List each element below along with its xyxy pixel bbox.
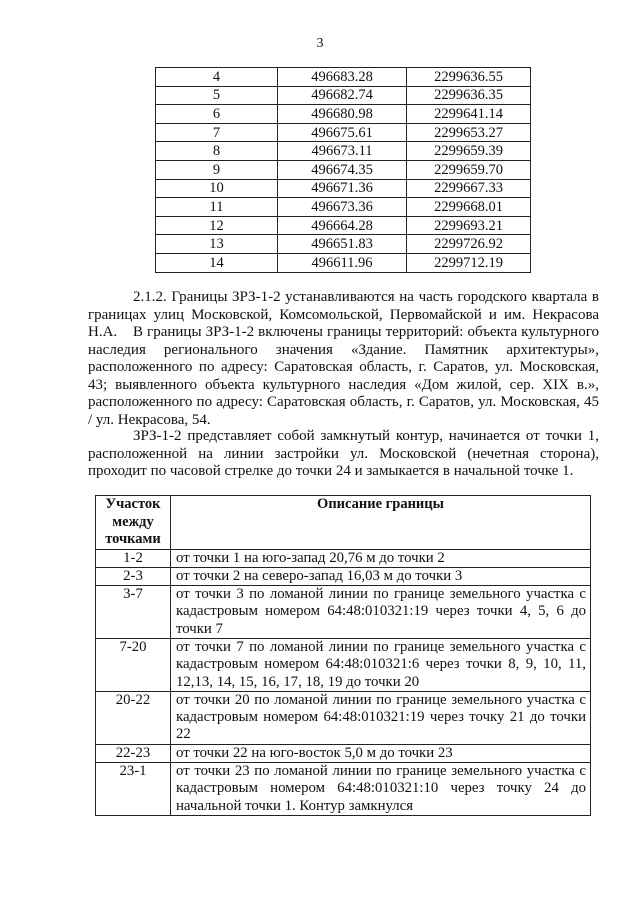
table-row bbox=[156, 123, 531, 142]
y-coordinate: 2299726.92 bbox=[407, 235, 531, 254]
segment-description: от точки 20 по ломаной линии по границе земельного участка с кадастровым номером 64:48:010321:19 через точку 21 до точки 22 bbox=[171, 691, 591, 744]
y-coordinate: 2299636.35 bbox=[407, 86, 531, 105]
point-number: 8 bbox=[156, 142, 278, 161]
x-coordinate: 496680.98 bbox=[278, 105, 407, 124]
point-number: 10 bbox=[156, 179, 278, 198]
x-coordinate: 496673.36 bbox=[278, 198, 407, 217]
segment-points: 2-3 bbox=[96, 567, 171, 585]
table-row bbox=[96, 567, 591, 585]
segment-description: от точки 22 на юго-восток 5,0 м до точки 23 bbox=[171, 744, 591, 762]
x-coordinate: 496682.74 bbox=[278, 86, 407, 105]
y-coordinate: 2299712.19 bbox=[407, 253, 531, 272]
y-coordinate: 2299641.14 bbox=[407, 105, 531, 124]
x-coordinate: 496675.61 bbox=[278, 123, 407, 142]
paragraph-text: 2.1.2. Границы ЗРЗ-1-2 устанавливаются на часть городского квартала в границах улиц Московской, Комсомольской, Первомайской и им. Некрасова Н.А. bbox=[88, 289, 599, 340]
table-row bbox=[96, 638, 591, 691]
x-coordinate: 496611.96 bbox=[278, 253, 407, 272]
table-row bbox=[156, 105, 531, 124]
x-coordinate: 496651.83 bbox=[278, 235, 407, 254]
page-number: 3 bbox=[316, 36, 324, 51]
segment-description: от точки 23 по ломаной линии по границе земельного участка с кадастровым номером 64:48:010321:10 через точку 24 до начальной точки 1. Контур замкнулся bbox=[171, 763, 591, 816]
table-row bbox=[96, 691, 591, 744]
header-description: Описание границы bbox=[171, 496, 591, 550]
point-number: 4 bbox=[156, 68, 278, 87]
segment-points: 1-2 bbox=[96, 549, 171, 567]
table-row bbox=[156, 68, 531, 87]
segment-points: 22-23 bbox=[96, 744, 171, 762]
paragraph-text: ЗРЗ-1-2 представляет собой замкнутый контур, начинается от точки 1, расположенной на линии застройки ул. Московской (нечетная сторона), проходит по часовой стрелке до точки 24 и замыкается в начальной точке 1. bbox=[88, 428, 599, 479]
point-number: 6 bbox=[156, 105, 278, 124]
point-number: 5 bbox=[156, 86, 278, 105]
segment-points: 7-20 bbox=[96, 638, 171, 691]
table-row bbox=[156, 216, 531, 235]
table-row bbox=[96, 744, 591, 762]
y-coordinate: 2299668.01 bbox=[407, 198, 531, 217]
y-coordinate: 2299653.27 bbox=[407, 123, 531, 142]
table-row bbox=[156, 142, 531, 161]
x-coordinate: 496671.36 bbox=[278, 179, 407, 198]
point-number: 9 bbox=[156, 160, 278, 179]
paragraph-contour bbox=[88, 428, 599, 481]
point-number: 12 bbox=[156, 216, 278, 235]
segment-points: 3-7 bbox=[96, 586, 171, 639]
paragraph-included-territories bbox=[88, 324, 599, 429]
point-number: 14 bbox=[156, 253, 278, 272]
x-coordinate: 496674.35 bbox=[278, 160, 407, 179]
table-row bbox=[156, 86, 531, 105]
segment-description: от точки 1 на юго-запад 20,76 м до точки 2 bbox=[171, 549, 591, 567]
point-number: 11 bbox=[156, 198, 278, 217]
coordinates-table bbox=[155, 67, 531, 273]
y-coordinate: 2299659.39 bbox=[407, 142, 531, 161]
segment-points: 23-1 bbox=[96, 763, 171, 816]
boundary-segments-table bbox=[95, 495, 591, 816]
x-coordinate: 496673.11 bbox=[278, 142, 407, 161]
table-row bbox=[156, 179, 531, 198]
point-number: 7 bbox=[156, 123, 278, 142]
point-number: 13 bbox=[156, 235, 278, 254]
table-row bbox=[156, 198, 531, 217]
header-segment: Участок между точками bbox=[96, 496, 171, 550]
segment-description: от точки 2 на северо-запад 16,03 м до точки 3 bbox=[171, 567, 591, 585]
x-coordinate: 496664.28 bbox=[278, 216, 407, 235]
segment-points: 20-22 bbox=[96, 691, 171, 744]
y-coordinate: 2299693.21 bbox=[407, 216, 531, 235]
y-coordinate: 2299659.70 bbox=[407, 160, 531, 179]
table-row bbox=[156, 253, 531, 272]
table-row bbox=[156, 160, 531, 179]
table-row bbox=[96, 586, 591, 639]
segment-description: от точки 3 по ломаной линии по границе земельного участка с кадастровым номером 64:48:010321:19 через точки 4, 5, 6 до точки 7 bbox=[171, 586, 591, 639]
paragraph-text: В границы ЗРЗ-1-2 включены границы территорий: объекта культурного наследия регионального значения «Здание. Памятник архитектуры», расположенного по адресу: Саратовская область, г. Саратов, ул. Московская, 43; выявленного объекта культурного наследия «Дом жилой, сер. XIX в.», расположенного по адресу: Саратовская область, г. Саратов, ул. Московская, 45 / ул. Некрасова, 54. bbox=[88, 324, 599, 428]
y-coordinate: 2299636.55 bbox=[407, 68, 531, 87]
x-coordinate: 496683.28 bbox=[278, 68, 407, 87]
table-row bbox=[156, 235, 531, 254]
y-coordinate: 2299667.33 bbox=[407, 179, 531, 198]
table-row bbox=[96, 763, 591, 816]
segment-description: от точки 7 по ломаной линии по границе земельного участка с кадастровым номером 64:48:010321:6 через точки 8, 9, 10, 11, 12,13, 14, 15, 16, 17, 18, 19 до точки 20 bbox=[171, 638, 591, 691]
table-row bbox=[96, 549, 591, 567]
